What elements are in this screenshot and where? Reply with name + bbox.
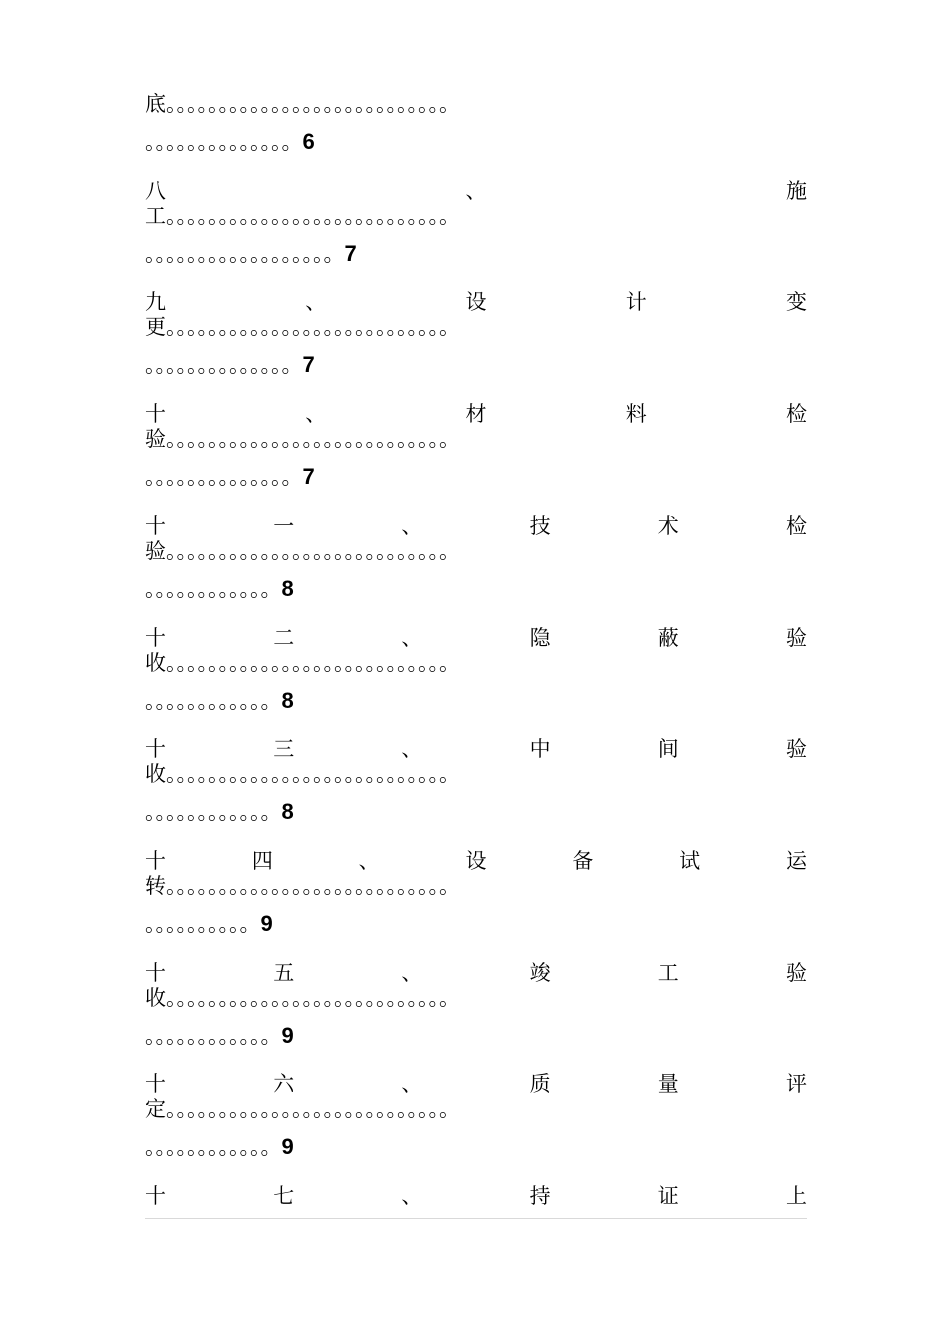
toc-title-char: 证	[657, 1184, 679, 1208]
toc-title-char: 九	[145, 290, 166, 315]
toc-leader-line: 验。。。。。。。。。。。。。。。。。。。。。。。。。。。	[145, 427, 460, 452]
toc-title-char: 、	[358, 848, 380, 873]
toc-title-spread	[145, 290, 807, 314]
toc-title-char: 、	[401, 625, 423, 650]
toc-title-char: 中	[529, 737, 551, 762]
toc-title-char: 质	[529, 1072, 551, 1097]
toc-leader-line: 定。。。。。。。。。。。。。。。。。。。。。。。。。。。	[145, 1097, 460, 1122]
toc-title-char: 十	[145, 625, 166, 650]
toc-title-char: 三	[273, 737, 295, 762]
toc-leader-tail	[145, 577, 807, 601]
toc-leader-dots: 。。。。。。。。。。。。	[145, 1023, 282, 1048]
toc-title-char: 隐	[529, 625, 551, 650]
toc-page-number: 7	[344, 241, 357, 266]
toc-title-char: 、	[401, 737, 423, 762]
toc-title-spread	[145, 849, 807, 873]
toc-leader-line: 底。。。。。。。。。。。。。。。。。。。。。。。。。。。	[145, 92, 460, 116]
toc-title-char: 设	[465, 848, 487, 873]
toc-title-char: 间	[657, 737, 679, 762]
toc-leader-line: 更。。。。。。。。。。。。。。。。。。。。。。。。。。。	[145, 315, 460, 340]
toc-title-char: 、	[305, 290, 327, 315]
toc-page-number: 8	[281, 576, 294, 601]
toc-title-char: 十	[145, 737, 166, 762]
toc-title-char: 备	[572, 848, 594, 873]
toc-leader-dots: 。。。。。。。。。。。。。。	[145, 465, 303, 490]
toc-title-char: 计	[625, 290, 647, 315]
toc-page-number: 9	[281, 1135, 294, 1160]
toc-title-char: 七	[273, 1184, 295, 1208]
toc-title-char: 验	[785, 625, 807, 650]
toc-title-char: 八	[145, 178, 166, 203]
toc-title-char: 十	[145, 402, 166, 427]
toc-title-char: 四	[251, 848, 273, 873]
toc-page-number: 8	[281, 688, 294, 713]
toc-title-char: 蔽	[657, 625, 679, 650]
toc-leader-tail	[145, 465, 807, 489]
toc-title-char: 料	[625, 402, 647, 427]
toc-title-char: 评	[785, 1072, 807, 1097]
toc-leader-dots: 。。。。。。。。。。。。。。	[145, 353, 303, 378]
toc-title-char: 十	[145, 1072, 166, 1097]
toc-title-char: 十	[145, 1184, 166, 1208]
toc-title-char: 、	[401, 1184, 423, 1208]
toc-leader-dots: 。。。。。。。。。。。。	[145, 800, 282, 825]
toc-title-char: 验	[785, 737, 807, 762]
toc-title-char: 材	[465, 402, 487, 427]
toc-title-char: 六	[273, 1072, 295, 1097]
toc-title-char: 验	[785, 960, 807, 985]
toc-title-char: 变	[786, 290, 807, 315]
toc-title-char: 施	[786, 178, 807, 203]
toc-leader-tail	[145, 800, 807, 824]
toc-title-char: 检	[786, 402, 807, 427]
toc-leader-tail	[145, 1135, 807, 1159]
toc-page-number: 7	[302, 353, 315, 378]
toc-leader-tail	[145, 689, 807, 713]
toc-leader-tail	[145, 912, 807, 936]
toc-title-char: 运	[785, 848, 807, 873]
toc-leader-line: 验。。。。。。。。。。。。。。。。。。。。。。。。。。。	[145, 538, 460, 563]
toc-leader-dots: 。。。。。。。。。。。。	[145, 688, 282, 713]
toc-title-char: 一	[273, 513, 295, 538]
toc-title-char: 技	[529, 513, 551, 538]
toc-title-char: 十	[145, 848, 166, 873]
toc-page	[145, 0, 807, 1344]
toc-leader-line: 收。。。。。。。。。。。。。。。。。。。。。。。。。。。	[145, 762, 460, 787]
toc-leader-dots: 。。。。。。。。。。。。。。。。。。	[145, 241, 345, 266]
toc-title-spread	[145, 737, 807, 761]
toc-title-char: 十	[145, 960, 166, 985]
toc-leader-line: 转。。。。。。。。。。。。。。。。。。。。。。。。。。。	[145, 873, 460, 898]
toc-title-char: 、	[305, 402, 327, 427]
toc-leader-line: 收。。。。。。。。。。。。。。。。。。。。。。。。。。。	[145, 650, 460, 675]
toc-title-char: 、	[401, 513, 423, 538]
toc-title-char: 试	[679, 848, 701, 873]
toc-leader-dots: 。。。。。。。。。。。。。。	[145, 130, 303, 154]
toc-leader-line: 工。。。。。。。。。。。。。。。。。。。。。。。。。。。	[145, 203, 460, 228]
toc-leader-dots: 。。。。。。。。。。。。	[145, 1135, 282, 1160]
toc-title-char: 上	[785, 1184, 807, 1208]
toc-leader-dots: 。。。。。。。。。。。。	[145, 576, 282, 601]
toc-leader-line: 收。。。。。。。。。。。。。。。。。。。。。。。。。。。	[145, 985, 460, 1010]
toc-title-char: 量	[657, 1072, 679, 1097]
toc-title-char: 竣	[529, 960, 551, 985]
toc-page-number: 7	[302, 465, 315, 490]
toc-title-char: 、	[465, 178, 487, 203]
toc-title-spread	[145, 179, 807, 203]
toc-title-char: 、	[401, 1072, 423, 1097]
toc-title-char: 、	[401, 960, 423, 985]
toc-title-char: 持	[529, 1184, 551, 1208]
toc-leader-tail	[145, 130, 807, 154]
toc-title-spread	[145, 961, 807, 985]
toc-title-char: 工	[657, 960, 679, 985]
toc-page-number: 9	[281, 1023, 294, 1048]
toc-leader-tail	[145, 242, 807, 266]
toc-title-spread	[145, 402, 807, 426]
toc-title-char: 检	[785, 513, 807, 538]
toc-page-number: 6	[302, 130, 315, 154]
toc-leader-dots: 。。。。。。。。。。	[145, 911, 261, 936]
toc-title-char: 术	[657, 513, 679, 538]
toc-title-spread	[145, 1072, 807, 1096]
toc-title-char: 二	[273, 625, 295, 650]
toc-title-char: 设	[465, 290, 487, 315]
toc-title-char: 十	[145, 513, 166, 538]
toc-page-number: 8	[281, 800, 294, 825]
toc-title-char: 五	[273, 960, 295, 985]
toc-title-spread	[145, 626, 807, 650]
toc-title-spread	[145, 514, 807, 538]
page-divider	[145, 1218, 807, 1219]
toc-leader-tail	[145, 353, 807, 377]
toc-leader-tail	[145, 1024, 807, 1048]
toc-title-spread	[145, 1184, 807, 1208]
toc-page-number: 9	[260, 911, 273, 936]
